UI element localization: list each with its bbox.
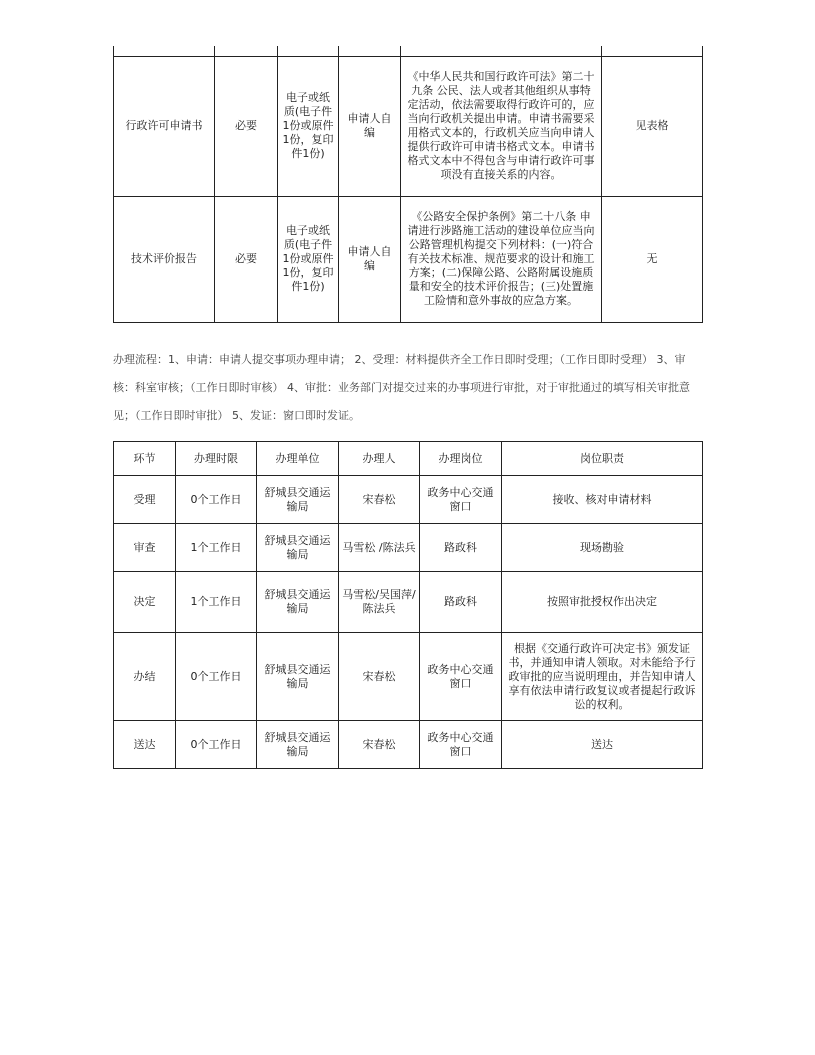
header-handler: 办理人: [339, 442, 420, 476]
material-row: [114, 56, 703, 196]
material-note: 无: [602, 196, 703, 322]
cell-duty: 现场勘验: [502, 524, 703, 572]
cell-stage: 审查: [114, 524, 176, 572]
cell-post: 政务中心交通窗口: [420, 476, 502, 524]
cell-handler: 马雪松 /陈法兵: [339, 524, 420, 572]
process-description: 办理流程：1、申请：申请人提交事项办理申请； 2、受理：材料提供齐全工作日即时受理；（工作日即时受理） 3、审核：科室审核；（工作日即时审核） 4、审批：业务部门对提交过来的办事项进行审批，对于审批通过的填写相关审批意见；（工作日即时审批） 5、发证：窗口即时发证。: [113, 353, 690, 422]
cell-post: 路政科: [420, 572, 502, 633]
cell-handler: 马雪松/吴国萍/陈法兵: [339, 572, 420, 633]
cell-duty: 根据《交通行政许可决定书》颁发证书，并通知申请人领取。对未能给予行政审批的应当说明理由，并告知申请人享有依法申请行政复议或者提起行政诉讼的权利。: [502, 633, 703, 721]
material-required: 必要: [215, 56, 278, 196]
table-header-row: [114, 442, 703, 476]
header-stage: 环节: [114, 442, 176, 476]
header-duty: 岗位职责: [502, 442, 703, 476]
material-required: 必要: [215, 196, 278, 322]
cell-duty: 接收、核对申请材料: [502, 476, 703, 524]
table-row: [114, 633, 703, 721]
process-table: [113, 441, 703, 769]
material-format: 电子或纸质(电子件1份或原件1份，复印件1份): [278, 196, 339, 322]
cell-stage: 办结: [114, 633, 176, 721]
header-post: 办理岗位: [420, 442, 502, 476]
material-note: 见表格: [602, 56, 703, 196]
header-unit: 办理单位: [257, 442, 339, 476]
cell-unit: 舒城县交通运输局: [257, 633, 339, 721]
table-row: [114, 524, 703, 572]
cell-time-limit: 0个工作日: [176, 476, 257, 524]
cell-post: 政务中心交通窗口: [420, 633, 502, 721]
cell-unit: 舒城县交通运输局: [257, 476, 339, 524]
cell-stage: 送达: [114, 721, 176, 769]
materials-table: [113, 46, 703, 323]
material-basis: 《中华人民共和国行政许可法》第二十九条 公民、法人或者其他组织从事特定活动，依法需要取得行政许可的，应当向行政机关提出申请。申请书需要采用格式文本的，行政机关应当向申请人提供行政许可申请书格式文本。申请书格式文本中不得包含与申请行政许可事项没有直接关系的内容。: [401, 56, 602, 196]
cell-time-limit: 1个工作日: [176, 572, 257, 633]
cell-handler: 宋春松: [339, 633, 420, 721]
material-row: [114, 196, 703, 322]
cell-post: 路政科: [420, 524, 502, 572]
material-basis: 《公路安全保护条例》第二十八条 申请进行涉路施工活动的建设单位应当向公路管理机构提交下列材料：(一)符合有关技术标准、规范要求的设计和施工方案；(二)保障公路、公路附属设施质量和安全的技术评价报告；(三)处置施工险情和意外事故的应急方案。: [401, 196, 602, 322]
cell-post: 政务中心交通窗口: [420, 721, 502, 769]
table-row: [114, 476, 703, 524]
cell-unit: 舒城县交通运输局: [257, 524, 339, 572]
material-source: 申请人自编: [339, 196, 401, 322]
cell-time-limit: 0个工作日: [176, 721, 257, 769]
cell-duty: 送达: [502, 721, 703, 769]
cell-unit: 舒城县交通运输局: [257, 572, 339, 633]
cell-time-limit: 1个工作日: [176, 524, 257, 572]
table-row: [114, 721, 703, 769]
material-source: 申请人自编: [339, 56, 401, 196]
cell-unit: 舒城县交通运输局: [257, 721, 339, 769]
cell-stage: 决定: [114, 572, 176, 633]
table-row-stub: [114, 46, 703, 56]
material-format: 电子或纸质(电子件1份或原件1份，复印件1份): [278, 56, 339, 196]
cell-stage: 受理: [114, 476, 176, 524]
cell-time-limit: 0个工作日: [176, 633, 257, 721]
material-name: 技术评价报告: [114, 196, 215, 322]
cell-duty: 按照审批授权作出决定: [502, 572, 703, 633]
material-name: 行政许可申请书: [114, 56, 215, 196]
cell-handler: 宋春松: [339, 476, 420, 524]
header-time-limit: 办理时限: [176, 442, 257, 476]
cell-handler: 宋春松: [339, 721, 420, 769]
table-row: [114, 572, 703, 633]
